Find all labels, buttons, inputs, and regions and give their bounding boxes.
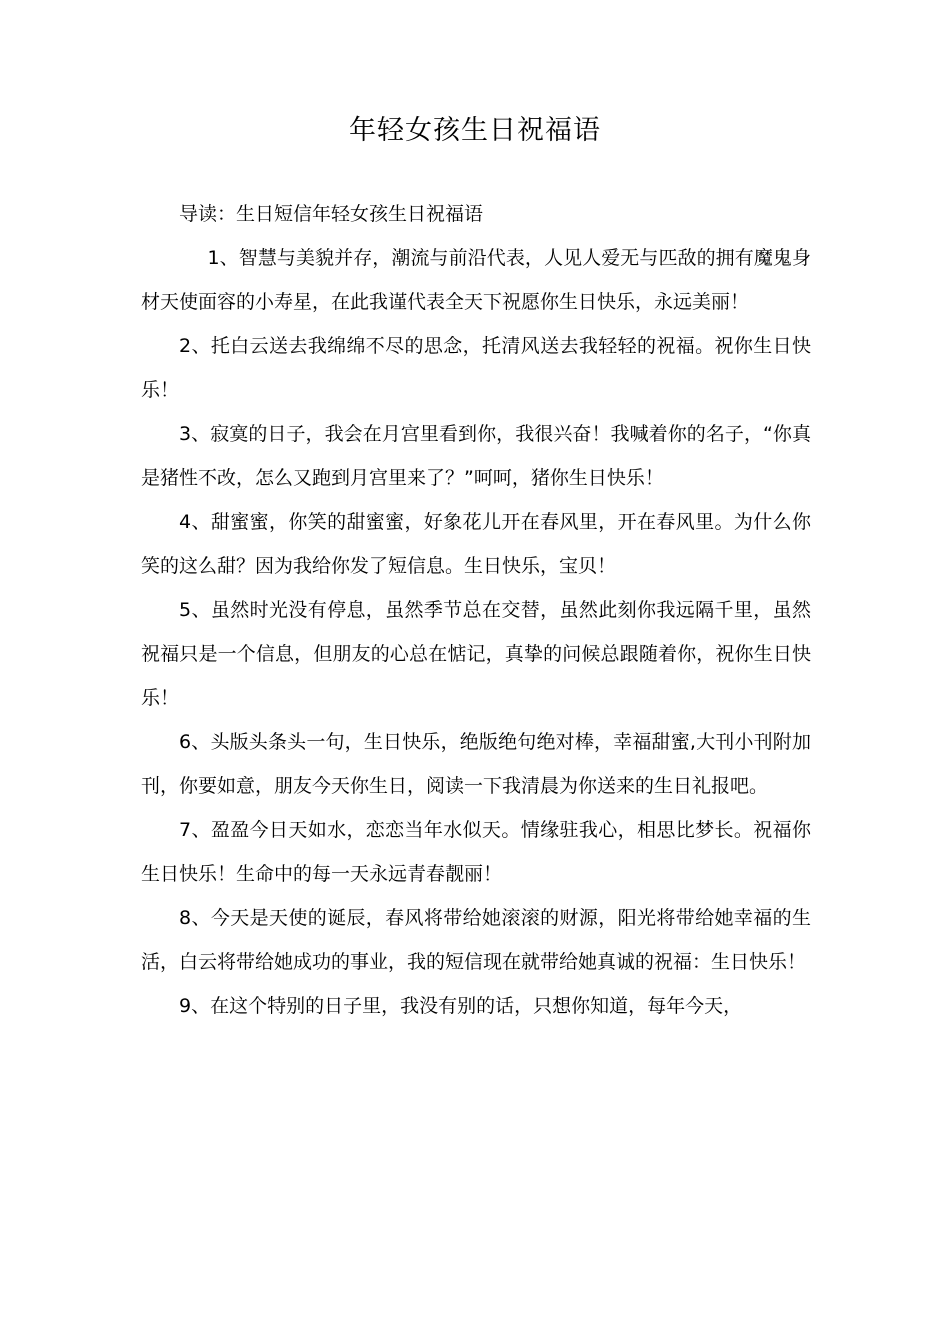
wish-paragraph-9: 9、在这个特别的日子里，我没有别的话，只想你知道，每年今天， bbox=[179, 995, 743, 1017]
wish-paragraph-4: 4、甜蜜蜜，你笑的甜蜜蜜，好象花儿开在春风里，开在春风里。为什么你笑的这么甜？因为我给你发了短信息。生日快乐，宝贝！ bbox=[141, 511, 811, 577]
document-title: 年轻女孩生日祝福语 bbox=[349, 115, 601, 146]
wish-paragraph-2: 2、托白云送去我绵绵不尽的思念，托清风送去我轻轻的祝福。祝你生日快乐！ bbox=[141, 335, 811, 401]
wish-paragraph-8: 8、今天是天使的诞辰，春风将带给她滚滚的财源，阳光将带给她幸福的生活，白云将带给她成功的事业，我的短信现在就带给她真诚的祝福：生日快乐！ bbox=[141, 907, 811, 973]
wish-paragraph-6: 6、头版头条头一句，生日快乐，绝版绝句绝对棒，幸福甜蜜,大刊小刊附加刊，你要如意，朋友今天你生日，阅读一下我清晨为你送来的生日礼报吧。 bbox=[141, 731, 811, 797]
wish-paragraph-3: 3、寂寞的日子，我会在月宫里看到你，我很兴奋！我喊着你的名子，“你真是猪性不改，怎么又跑到月宫里来了？”呵呵，猪你生日快乐！ bbox=[141, 423, 811, 489]
wish-paragraph-7: 7、盈盈今日天如水，恋恋当年水似天。情缘驻我心，相思比梦长。祝福你生日快乐！生命中的每一天永远青春靓丽！ bbox=[141, 819, 811, 885]
lead-paragraph: 导读：生日短信年轻女孩生日祝福语 bbox=[179, 203, 484, 225]
wish-paragraph-1: 1、智慧与美貌并存，潮流与前沿代表，人见人爱无与匹敌的拥有魔鬼身材天使面容的小寿星，在此我谨代表全天下祝愿你生日快乐，永远美丽！ bbox=[141, 247, 811, 313]
wish-paragraph-5: 5、虽然时光没有停息，虽然季节总在交替，虽然此刻你我远隔千里，虽然祝福只是一个信息，但朋友的心总在惦记，真挚的问候总跟随着你，祝你生日快乐！ bbox=[141, 599, 811, 709]
document-body bbox=[141, 192, 811, 1028]
